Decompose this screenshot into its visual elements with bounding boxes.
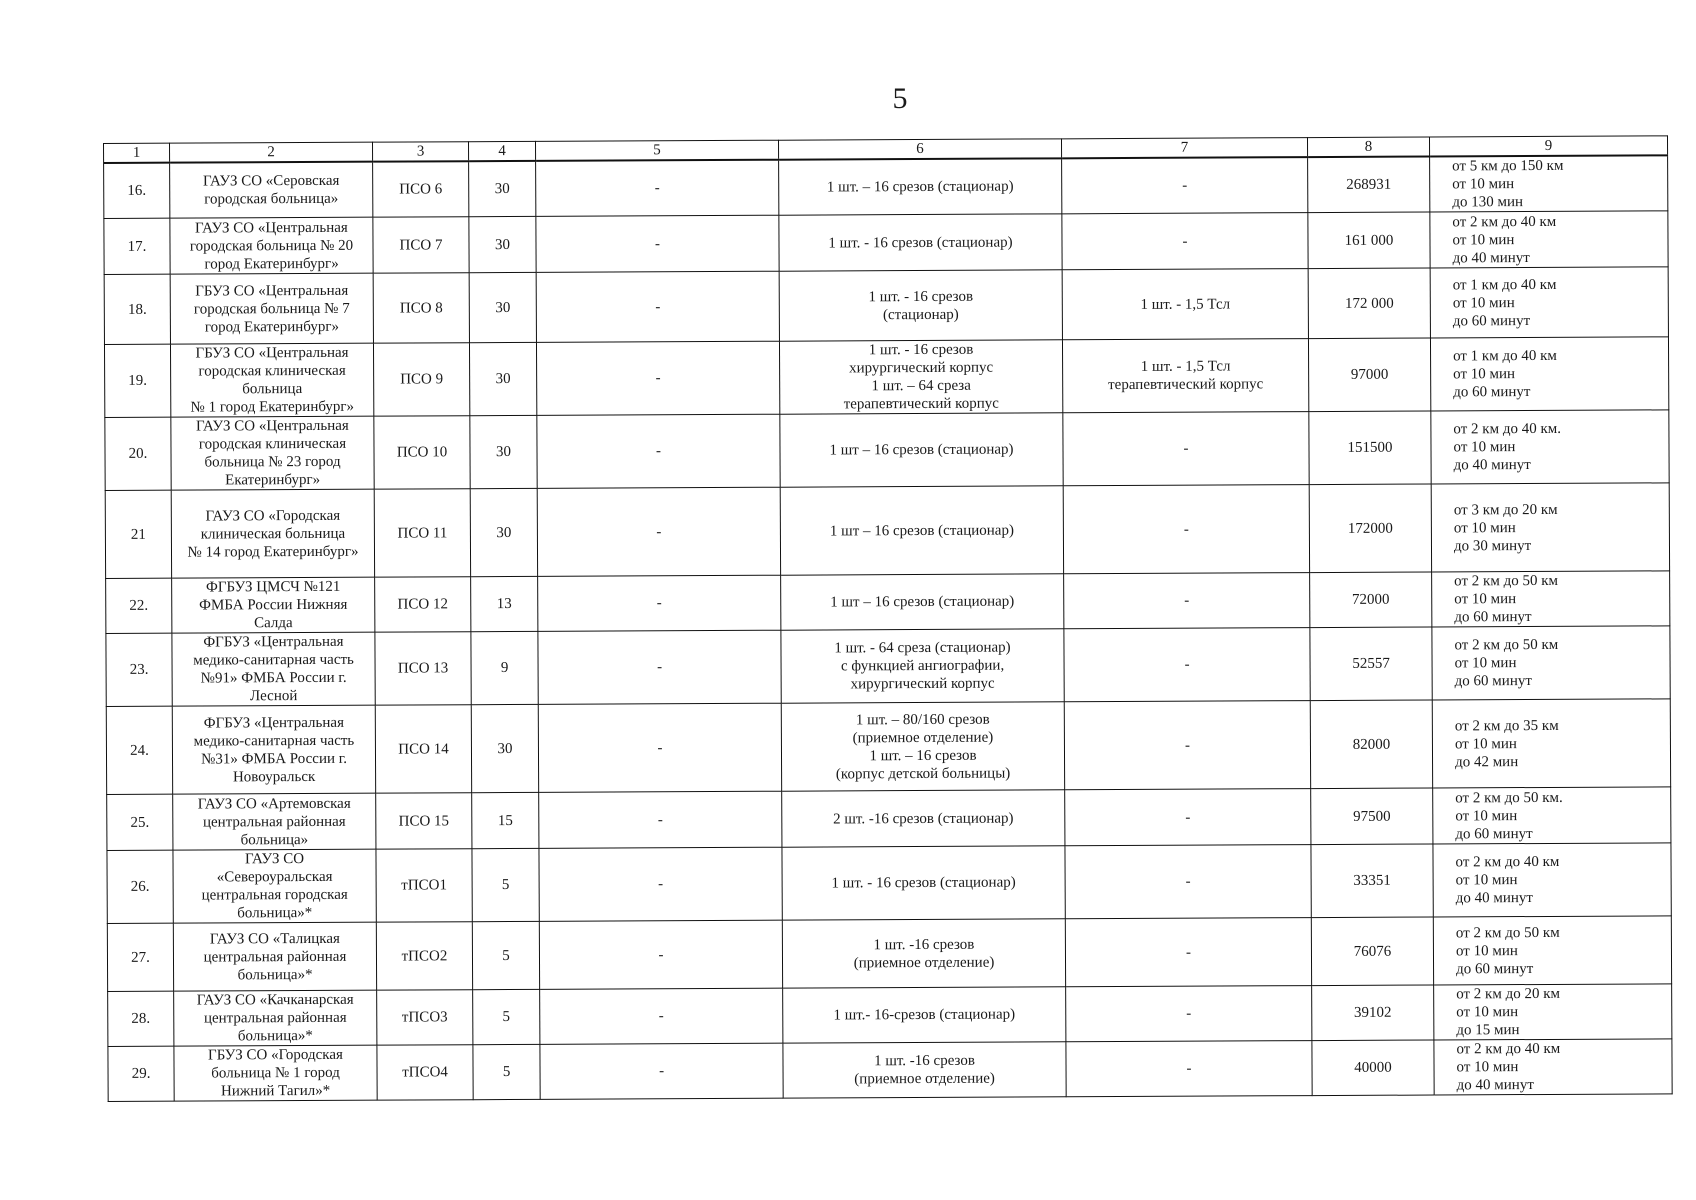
beds-cell: 13	[471, 576, 538, 631]
column-5-cell: -	[537, 414, 780, 488]
row-number-cell: 19.	[104, 344, 170, 417]
organization-cell: ГАУЗ СО «Артемовская центральная районная больница»	[173, 793, 376, 850]
code-cell: ПСО 14	[375, 705, 471, 793]
row-number-cell: 24.	[106, 706, 172, 794]
ct-scanner-cell: 1 шт. - 16 срезов хирургический корпус 1 шт. – 64 среза терапевтический корпус	[779, 340, 1062, 414]
population-cell: 172 000	[1308, 268, 1430, 339]
distance-time-cell: от 5 км до 150 км от 10 мин до 130 мин	[1430, 155, 1668, 212]
organization-cell: ГБУЗ СО «Центральная городская больница № 7 город Екатеринбург»	[170, 273, 373, 344]
beds-cell: 30	[470, 415, 537, 488]
population-cell: 76076	[1311, 917, 1433, 986]
organization-cell: ГБУЗ СО «Центральная городская клиническая больница № 1 город Екатеринбург»	[170, 343, 373, 417]
column-5-cell: -	[538, 703, 781, 792]
mri-cell: -	[1066, 1041, 1312, 1097]
distance-time-cell: от 2 км до 40 км. от 10 мин до 40 минут	[1431, 410, 1669, 484]
row-number-cell: 17.	[104, 218, 170, 274]
beds-cell: 30	[470, 488, 537, 576]
mri-cell: -	[1062, 213, 1308, 270]
mri-cell: -	[1065, 845, 1311, 919]
distance-time-cell: от 1 км до 40 км от 10 мин до 60 минут	[1430, 337, 1668, 411]
table-row	[104, 211, 1668, 275]
population-cell: 39102	[1312, 985, 1434, 1041]
population-cell: 161 000	[1308, 212, 1430, 269]
table-row	[104, 337, 1668, 418]
table-container	[103, 135, 1672, 1102]
column-5-cell: -	[539, 920, 782, 989]
beds-cell: 9	[471, 631, 538, 704]
column-5-cell: -	[540, 988, 783, 1044]
ct-scanner-cell: 1 шт. -16 срезов (приемное отделение)	[783, 1042, 1066, 1098]
header-cell: 1	[104, 143, 170, 163]
column-5-cell: -	[536, 271, 779, 342]
column-5-cell: -	[539, 847, 782, 921]
mri-cell: 1 шт. - 1,5 Тсл	[1062, 269, 1308, 340]
row-number-cell: 16.	[104, 163, 170, 219]
code-cell: ПСО 6	[373, 161, 469, 217]
ct-scanner-cell: 1 шт – 16 срезов (стационар)	[781, 574, 1064, 630]
code-cell: тПСО3	[377, 990, 473, 1045]
population-cell: 40000	[1312, 1040, 1434, 1096]
row-number-cell: 26.	[107, 850, 173, 923]
organization-cell: ФГБУЗ ЦМСЧ №121 ФМБА России Нижняя Салда	[172, 577, 375, 633]
table-row	[105, 410, 1669, 491]
column-5-cell: -	[538, 630, 781, 704]
table-row	[104, 155, 1668, 218]
header-cell: 4	[468, 141, 535, 161]
ct-scanner-cell: 1 шт. - 64 среза (стационар) с функцией ангиографии, хирургический корпус	[781, 629, 1064, 703]
mri-cell: 1 шт. - 1,5 Тсл терапевтический корпус	[1062, 339, 1308, 413]
ct-scanner-cell: 1 шт. – 80/160 срезов (приемное отделение) 1 шт. – 16 срезов (корпус детской больницы)	[781, 702, 1064, 791]
column-5-cell: -	[540, 1043, 783, 1099]
header-cell: 3	[372, 142, 468, 162]
mri-cell: -	[1063, 485, 1309, 574]
population-cell: 172000	[1309, 484, 1431, 573]
distance-time-cell: от 2 км до 40 км от 10 мин до 40 минут	[1434, 1039, 1672, 1095]
population-cell: 82000	[1310, 700, 1432, 789]
organization-cell: ФГБУЗ «Центральная медико-санитарная часть №31» ФМБА России г. Новоуральск	[172, 705, 375, 794]
header-cell: 5	[535, 140, 778, 161]
beds-cell: 5	[473, 989, 540, 1044]
code-cell: ПСО 15	[376, 793, 472, 849]
row-number-cell: 27.	[107, 923, 173, 991]
organization-cell: ГАУЗ СО «Качканарская центральная районная больница»*	[174, 990, 377, 1046]
code-cell: тПСО1	[376, 849, 472, 922]
population-cell: 151500	[1309, 411, 1431, 485]
ct-scanner-cell: 1 шт – 16 срезов (стационар)	[780, 413, 1063, 487]
mri-cell: -	[1064, 628, 1310, 702]
row-number-cell: 28.	[108, 991, 174, 1046]
distance-time-cell: от 1 км до 40 км от 10 мин до 60 минут	[1430, 267, 1668, 338]
ct-scanner-cell: 1 шт – 16 срезов (стационар)	[780, 486, 1063, 575]
organization-cell: ГАУЗ СО «Центральная городская клиническая больница № 23 город Екатеринбург»	[171, 416, 374, 490]
beds-cell: 30	[469, 272, 536, 342]
organization-cell: ГАУЗ СО «Городская клиническая больница № 14 город Екатеринбург»	[171, 489, 374, 578]
distance-time-cell: от 2 км до 35 км от 10 мин до 42 мин	[1432, 699, 1670, 788]
header-cell: 2	[170, 142, 373, 162]
distance-time-cell: от 2 км до 40 км от 10 мин до 40 минут	[1430, 211, 1668, 268]
mri-cell: -	[1065, 918, 1311, 987]
column-5-cell: -	[536, 341, 779, 415]
beds-cell: 5	[472, 848, 539, 921]
population-cell: 72000	[1310, 572, 1432, 628]
ct-scanner-cell: 1 шт. - 16 срезов (стационар)	[779, 270, 1062, 341]
beds-cell: 5	[472, 921, 539, 989]
table-row	[106, 571, 1670, 634]
code-cell: ПСО 12	[375, 577, 471, 632]
mri-cell: -	[1062, 157, 1308, 214]
mri-cell: -	[1064, 573, 1310, 629]
mri-cell: -	[1065, 789, 1311, 846]
ct-scanner-cell: 1 шт. - 16 срезов (стационар)	[782, 846, 1065, 920]
organization-cell: ГБУЗ СО «Городская больница № 1 город Нижний Тагил»*	[174, 1045, 377, 1101]
header-cell: 6	[778, 139, 1061, 160]
ct-scanner-cell: 1 шт. - 16 срезов (стационар)	[779, 214, 1062, 271]
population-cell: 52557	[1310, 627, 1432, 701]
organization-cell: ГАУЗ СО «Серовская городская больница»	[170, 162, 373, 218]
column-5-cell: -	[539, 791, 782, 848]
distance-time-cell: от 3 км до 20 км от 10 мин до 30 минут	[1431, 483, 1669, 572]
beds-cell: 5	[473, 1044, 540, 1099]
row-number-cell: 20.	[105, 417, 171, 490]
row-number-cell: 29.	[108, 1046, 174, 1101]
distance-time-cell: от 2 км до 50 км от 10 мин до 60 минут	[1432, 626, 1670, 700]
code-cell: ПСО 9	[373, 343, 469, 416]
population-cell: 33351	[1311, 844, 1433, 918]
population-cell: 97000	[1308, 338, 1430, 412]
population-cell: 97500	[1311, 788, 1433, 845]
beds-cell: 30	[469, 216, 536, 272]
table-row	[107, 843, 1671, 924]
table-row	[108, 1039, 1672, 1102]
row-number-cell: 18.	[104, 274, 170, 344]
distance-time-cell: от 2 км до 50 км от 10 мин до 60 минут	[1433, 916, 1671, 985]
code-cell: ПСО 7	[373, 217, 469, 273]
column-5-cell: -	[536, 215, 779, 272]
table-row	[105, 483, 1669, 579]
hospital-table	[103, 135, 1673, 1102]
beds-cell: 30	[471, 704, 538, 792]
table-row	[106, 699, 1670, 795]
row-number-cell: 22.	[106, 578, 172, 633]
distance-time-cell: от 2 км до 50 км от 10 мин до 60 минут	[1432, 571, 1670, 627]
table-row	[107, 916, 1671, 992]
beds-cell: 15	[472, 792, 539, 848]
organization-cell: ГАУЗ СО «Центральная городская больница № 20 город Екатеринбург»	[170, 217, 373, 274]
organization-cell: ГАУЗ СО «Североуральская центральная городская больница»*	[173, 849, 376, 923]
code-cell: тПСО2	[376, 922, 472, 990]
column-5-cell: -	[537, 487, 780, 576]
code-cell: тПСО4	[377, 1045, 473, 1100]
population-cell: 268931	[1308, 157, 1430, 213]
page-number: 5	[892, 82, 908, 115]
ct-scanner-cell: 2 шт. -16 срезов (стационар)	[782, 790, 1065, 847]
organization-cell: ФГБУЗ «Центральная медико-санитарная часть №91» ФМБА России г. Лесной	[172, 632, 375, 706]
distance-time-cell: от 2 км до 40 км от 10 мин до 40 минут	[1433, 843, 1671, 917]
table-row	[106, 626, 1670, 707]
column-5-cell: -	[538, 575, 781, 631]
code-cell: ПСО 11	[374, 489, 470, 577]
code-cell: ПСО 10	[374, 416, 470, 489]
column-5-cell: -	[536, 160, 779, 217]
ct-scanner-cell: 1 шт. – 16 срезов (стационар)	[779, 158, 1062, 215]
table-row	[108, 984, 1672, 1047]
header-cell: 8	[1307, 137, 1429, 157]
distance-time-cell: от 2 км до 20 км от 10 мин до 15 мин	[1434, 984, 1672, 1040]
header-cell: 7	[1061, 138, 1307, 159]
mri-cell: -	[1066, 986, 1312, 1042]
code-cell: ПСО 8	[373, 273, 469, 343]
table-row	[107, 787, 1671, 851]
header-cell: 9	[1429, 136, 1667, 157]
table-row	[104, 267, 1668, 345]
code-cell: ПСО 13	[375, 632, 471, 705]
distance-time-cell: от 2 км до 50 км. от 10 мин до 60 минут	[1433, 787, 1671, 844]
organization-cell: ГАУЗ СО «Талицкая центральная районная больница»*	[173, 922, 376, 991]
row-number-cell: 23.	[106, 633, 172, 706]
beds-cell: 30	[469, 342, 536, 415]
beds-cell: 30	[469, 161, 536, 217]
row-number-cell: 25.	[107, 794, 173, 850]
ct-scanner-cell: 1 шт.- 16-срезов (стационар)	[783, 987, 1066, 1043]
table-body	[104, 136, 1673, 1102]
mri-cell: -	[1064, 701, 1310, 790]
ct-scanner-cell: 1 шт. -16 срезов (приемное отделение)	[782, 919, 1065, 988]
row-number-cell: 21	[105, 490, 171, 578]
mri-cell: -	[1063, 412, 1309, 486]
